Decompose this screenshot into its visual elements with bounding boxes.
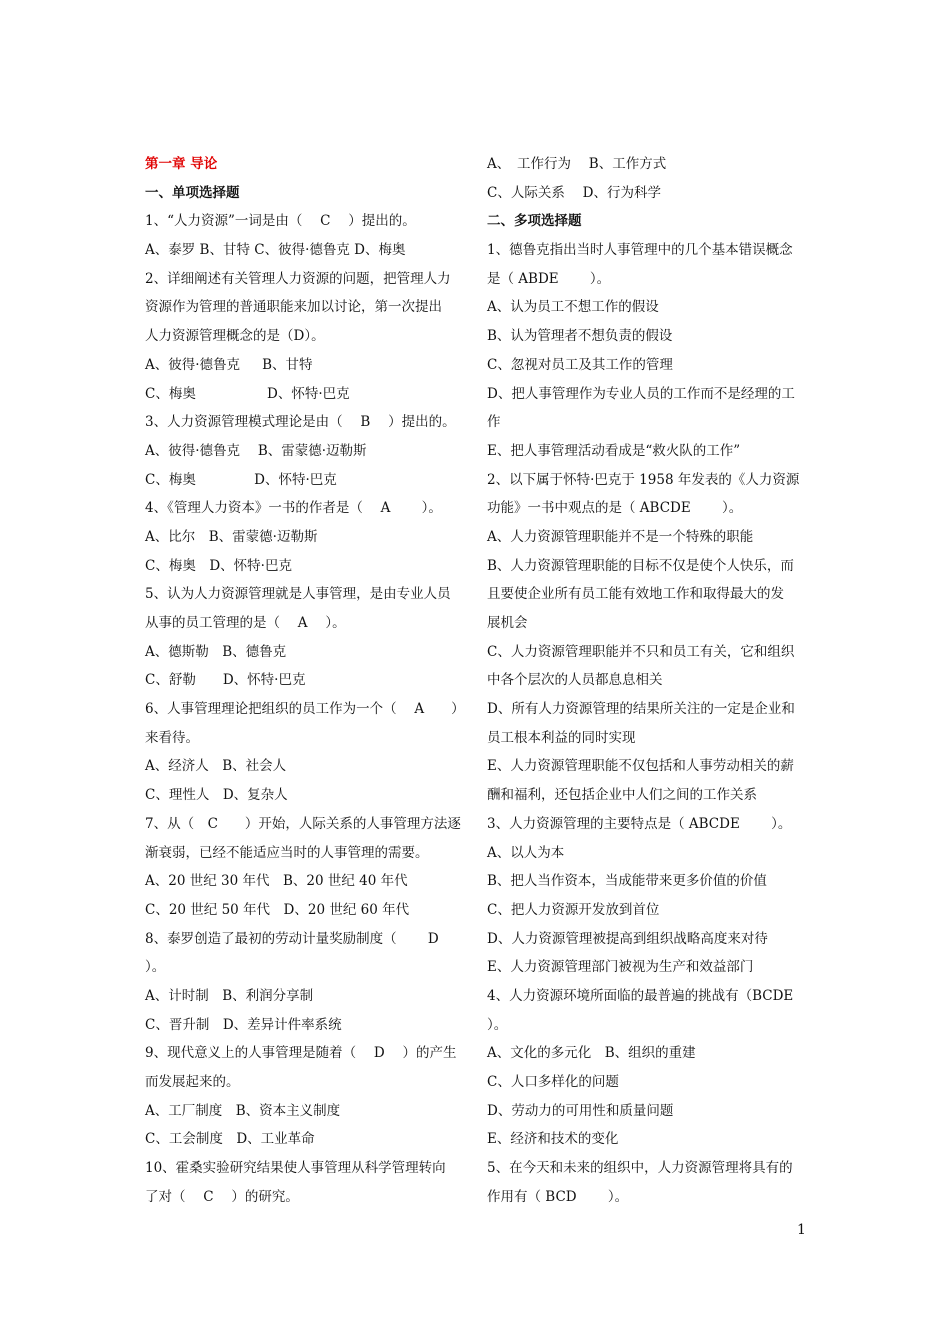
text-line: 渐衰弱，已经不能适应当时的人事管理的需要。 [145, 844, 429, 861]
text-line: A、彼得·德鲁克 B、雷蒙德·迈勒斯 [145, 442, 367, 459]
text-line: 作用有（ BCD ）。 [487, 1188, 629, 1205]
text-line: D、人力资源管理被提高到组织战略高度来对待 [487, 930, 768, 947]
text-line: A、计时制 B、利润分享制 [145, 987, 314, 1004]
text-line: A、认为员工不想工作的假设 [487, 299, 659, 316]
text-line: D、把人事管理作为专业人员的工作而不是经理的工 [487, 385, 795, 402]
text-line: C、舒勒 D、怀特·巴克 [145, 672, 306, 689]
text-line: 7、从（ C ）开始，人际关系的人事管理方法逐 [145, 815, 461, 832]
text-line: 是（ ABDE ）。 [487, 270, 611, 287]
text-line: E、经济和技术的变化 [487, 1131, 619, 1148]
left-column [145, 150, 475, 1211]
text-line: 5、认为人力资源管理就是人事管理，是由专业人员 [145, 586, 451, 603]
text-line: A、以人为本 [487, 844, 565, 861]
text-line: A、比尔 B、雷蒙德·迈勒斯 [145, 528, 318, 545]
text-line: D、所有人力资源管理的结果所关注的一定是企业和 [487, 701, 795, 718]
text-line: C、梅奥 D、怀特·巴克 [145, 557, 292, 574]
text-line: C、晋升制 D、差异计件率系统 [145, 1016, 342, 1033]
text-line: A、泰罗 B、甘特 C、彼得·德鲁克 D、梅奥 [145, 242, 406, 259]
text-line: B、人力资源管理职能的目标不仅是使个人快乐，而 [487, 557, 794, 574]
text-line: 6、人事管理理论把组织的员工作为一个（ A ） [145, 701, 465, 718]
chapter-title: 第一章 导论 [145, 156, 218, 172]
text-line: A、德斯勒 B、德鲁克 [145, 643, 287, 660]
text-line: 3、人力资源管理模式理论是由（ B ）提出的。 [145, 414, 456, 431]
text-line: E、人力资源管理职能不仅包括和人事劳动相关的薪 [487, 758, 794, 775]
text-line: 4、《管理人力资本》一书的作者是（ A ）。 [145, 500, 442, 517]
text-line: A、人力资源管理职能并不是一个特殊的职能 [487, 528, 754, 545]
text-line: 9、现代意义上的人事管理是随着（ D ）的产生 [145, 1045, 457, 1062]
text-line: ）。 [487, 1016, 508, 1033]
text-line: A、工厂制度 B、资本主义制度 [145, 1102, 341, 1119]
text-line: B、认为管理者不想负责的假设 [487, 328, 673, 345]
text-line: C、梅奥 D、怀特·巴克 [145, 385, 350, 402]
text-line: 员工根本利益的同时实现 [487, 729, 636, 746]
text-line: A、20 世纪 30 年代 B、20 世纪 40 年代 [145, 873, 408, 890]
text-line: 1、“人力资源”一词是由（ C ）提出的。 [145, 213, 416, 230]
text-line: A、文化的多元化 B、组织的重建 [487, 1045, 696, 1062]
text-line: C、忽视对员工及其工作的管理 [487, 356, 673, 373]
text-line: 且要使企业所有员工能有效地工作和取得最大的发 [487, 586, 784, 603]
text-line: 5、在今天和未来的组织中，人力资源管理将具有的 [487, 1160, 793, 1177]
text-line: 2、详细阐述有关管理人力资源的问题，把管理人力 [145, 270, 451, 287]
text-line: C、人际关系 D、行为科学 [487, 184, 661, 201]
text-line: C、工会制度 D、工业革命 [145, 1131, 315, 1148]
text-line: 4、人力资源环境所面临的最普遍的挑战有（BCDE [487, 987, 794, 1004]
text-line: 8、泰罗创造了最初的劳动计量奖励制度（ D [145, 930, 439, 947]
text-line: 1、德鲁克指出当时人事管理中的几个基本错误概念 [487, 242, 793, 259]
text-line: 而发展起来的。 [145, 1074, 240, 1090]
text-line: C、人口多样化的问题 [487, 1074, 619, 1090]
text-line: A、 工作行为 B、工作方式 [487, 156, 667, 172]
text-line: A、经济人 B、社会人 [145, 758, 287, 775]
text-line: 10、霍桑实验研究结果使人事管理从科学管理转向 [145, 1160, 446, 1177]
text-line: 了对（ C ）的研究。 [145, 1188, 299, 1205]
text-line: C、把人力资源开发放到首位 [487, 901, 660, 918]
text-line: 酬和福利，还包括企业中人们之间的工作关系 [487, 787, 757, 804]
section-heading: 二、多项选择题 [487, 213, 582, 230]
text-line: 展机会 [487, 615, 528, 631]
text-line: 中各个层次的人员都息息相关 [487, 672, 663, 689]
text-line: E、把人事管理活动看成是“救火队的工作” [487, 442, 741, 459]
text-line: C、理性人 D、复杂人 [145, 787, 288, 804]
text-line: C、20 世纪 50 年代 D、20 世纪 60 年代 [145, 901, 410, 918]
page-number: 1 [797, 1222, 806, 1238]
text-line: 人力资源管理概念的是（D）。 [145, 328, 325, 345]
text-line: 从事的员工管理的是（ A ）。 [145, 615, 346, 631]
text-line: 作 [487, 414, 501, 431]
text-line: 功能》一书中观点的是（ ABCDE ）。 [487, 500, 743, 517]
text-line: E、人力资源管理部门被视为生产和效益部门 [487, 959, 754, 976]
text-line: 2、以下属于怀特·巴克于 1958 年发表的《人力资源 [487, 471, 800, 488]
section-heading: 一、单项选择题 [145, 184, 240, 201]
text-line: B、把人当作资本，当成能带来更多价值的价值 [487, 873, 767, 890]
text-line: 资源作为管理的普通职能来加以讨论，第一次提出 [145, 299, 442, 316]
text-line: C、梅奥 D、怀特·巴克 [145, 471, 337, 488]
text-line: D、劳动力的可用性和质量问题 [487, 1102, 674, 1119]
right-column [487, 150, 812, 1211]
text-line: 3、人力资源管理的主要特点是（ ABCDE ）。 [487, 815, 792, 832]
text-line: C、人力资源管理职能并不只和员工有关，它和组织 [487, 643, 795, 660]
text-line: 来看待。 [145, 729, 199, 746]
text-line: A、彼得·德鲁克 B、甘特 [145, 356, 313, 373]
text-line: ）。 [145, 959, 166, 976]
